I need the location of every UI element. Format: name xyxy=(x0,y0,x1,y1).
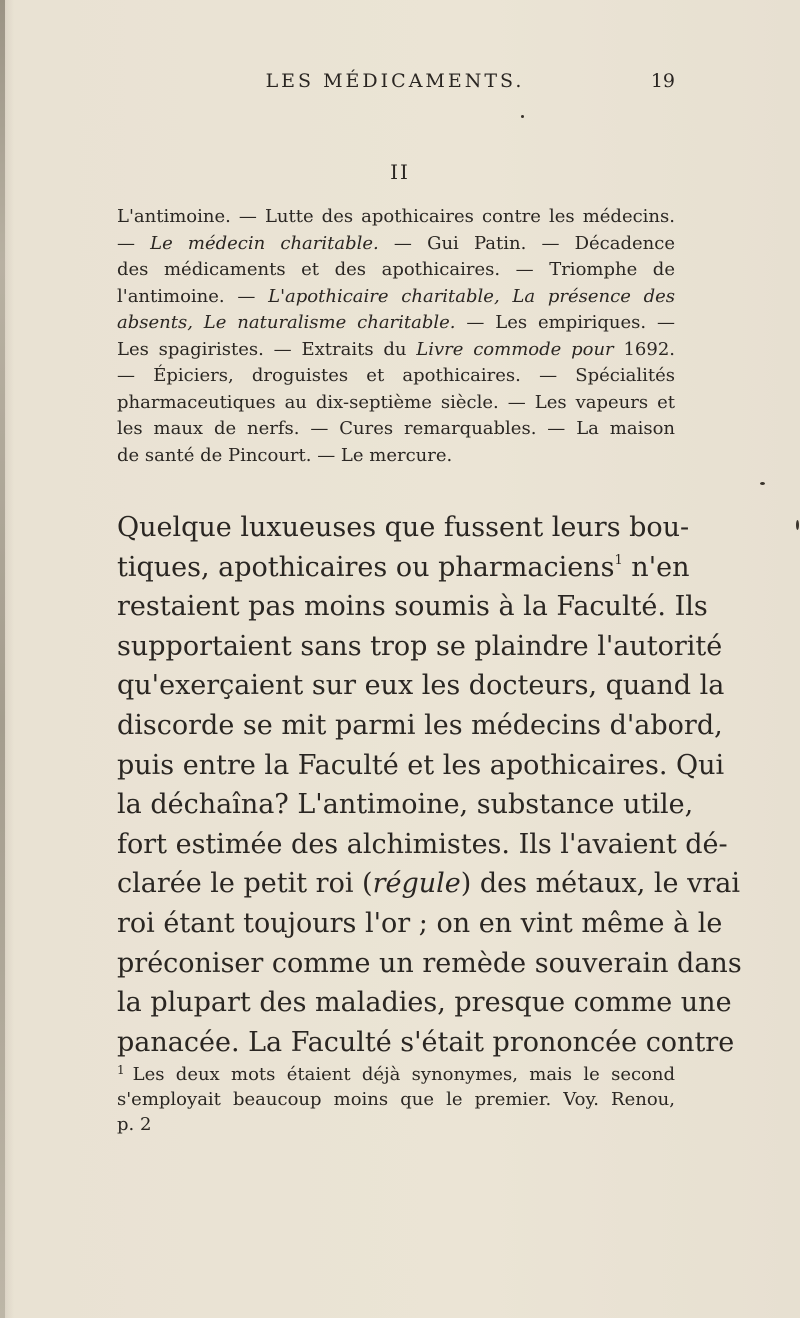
summary-line xyxy=(117,416,675,443)
text-run: des médicaments et des apothicaires. — Triomphe de xyxy=(117,259,675,280)
body-line xyxy=(117,746,725,786)
text-run: n'en xyxy=(622,551,690,583)
body-line xyxy=(117,785,694,825)
body-line xyxy=(117,825,728,865)
text-run: roi étant toujours l'or ; on en vint même à le xyxy=(117,907,723,939)
summary-line xyxy=(117,310,675,337)
italic-text: absents, Le naturalisme charitable. xyxy=(117,312,456,333)
body-line xyxy=(117,548,690,588)
print-speck xyxy=(796,520,799,530)
italic-text: L'apothicaire charitable, La présence des xyxy=(268,285,675,307)
body-line xyxy=(117,627,723,667)
text-run: Les spagiristes. — Extraits du xyxy=(117,338,417,360)
text-run: restaient pas moins soumis à la Faculté. Ils xyxy=(117,591,708,623)
print-speck xyxy=(521,115,524,118)
footnote-line xyxy=(117,1087,675,1112)
text-run: fort estimée des alchimistes. Ils l'avaient dé- xyxy=(117,828,728,860)
body-text xyxy=(117,508,742,1062)
footnote-line xyxy=(117,1112,675,1137)
body-line xyxy=(117,944,742,984)
italic-text: régule xyxy=(372,868,461,900)
text-run: l'antimoine. — xyxy=(117,285,269,307)
summary-line xyxy=(117,231,675,258)
page-number: 19 xyxy=(650,70,675,92)
summary-line xyxy=(117,337,675,364)
text-run: — Épiciers, droguistes et apothicaires. — Spécialités xyxy=(117,365,675,386)
text-run: Les deux mots étaient déjà synonymes, mais le second xyxy=(132,1064,675,1085)
footnote xyxy=(117,1062,675,1137)
text-run: discorde se mit parmi les médecins d'abord, xyxy=(117,709,723,741)
text-run: clarée le petit roi ( xyxy=(117,868,373,900)
text-run: tiques, apothicaires ou pharmaciens xyxy=(117,551,615,583)
italic-text: Livre commode pour xyxy=(416,338,614,360)
summary-line xyxy=(117,363,675,390)
text-run: supportaient sans trop se plaindre l'autorité xyxy=(117,630,723,662)
text-run: p. 2 xyxy=(117,1114,152,1135)
text-run: — Les empiriques. — xyxy=(455,312,675,333)
text-run: L'antimoine. — Lutte des apothicaires contre les médecins. xyxy=(117,206,675,227)
section-number: II xyxy=(390,160,410,184)
text-run: la plupart des maladies, presque comme une xyxy=(117,987,732,1019)
body-line xyxy=(117,706,723,746)
page-spine-edge xyxy=(0,0,5,1318)
body-line xyxy=(117,508,690,548)
page-header xyxy=(115,70,675,100)
text-run: Quelque luxueuses que fussent leurs bou- xyxy=(117,512,690,543)
text-run: la déchaîna? L'antimoine, substance utile, xyxy=(117,789,694,821)
summary-line xyxy=(117,284,675,311)
text-run: ) des métaux, le vrai xyxy=(460,868,740,900)
text-run: qu'exerçaient sur eux les docteurs, quand la xyxy=(117,670,725,702)
chapter-summary xyxy=(117,204,675,469)
body-line xyxy=(117,666,725,706)
body-line xyxy=(117,904,723,944)
summary-line xyxy=(117,204,675,231)
text-run: préconiser comme un remède souverain dans xyxy=(117,947,742,979)
summary-line xyxy=(117,257,675,284)
print-speck xyxy=(760,482,765,485)
text-run: — xyxy=(117,232,151,254)
running-title: LES MÉDICAMENTS. xyxy=(265,70,525,92)
text-run: les maux de nerfs. — Cures remarquables. — La maison xyxy=(117,418,675,439)
body-line xyxy=(117,983,732,1023)
text-run: panacée. La Faculté s'était prononcée contre xyxy=(117,1026,735,1058)
text-run: — Gui Patin. — Décadence xyxy=(378,232,675,254)
italic-text: Le médecin charitable. xyxy=(150,232,379,254)
body-line xyxy=(117,587,708,627)
summary-line xyxy=(117,443,675,470)
text-run: pharmaceutiques au dix-septième siècle. — Les vapeurs et xyxy=(117,391,675,413)
body-line xyxy=(117,1023,735,1063)
summary-line xyxy=(117,390,675,417)
text-run: de santé de Pincourt. — Le mercure. xyxy=(117,444,453,466)
footnote-marker: 1 xyxy=(117,1063,125,1077)
body-line xyxy=(117,864,740,904)
footnote-reference: 1 xyxy=(614,552,623,568)
text-run: 1692. xyxy=(613,338,675,360)
text-run: puis entre la Faculté et les apothicaires. Qui xyxy=(117,749,725,781)
footnote-line xyxy=(117,1062,675,1087)
text-run: s'employait beaucoup moins que le premier. Voy. Renou, xyxy=(117,1089,675,1110)
